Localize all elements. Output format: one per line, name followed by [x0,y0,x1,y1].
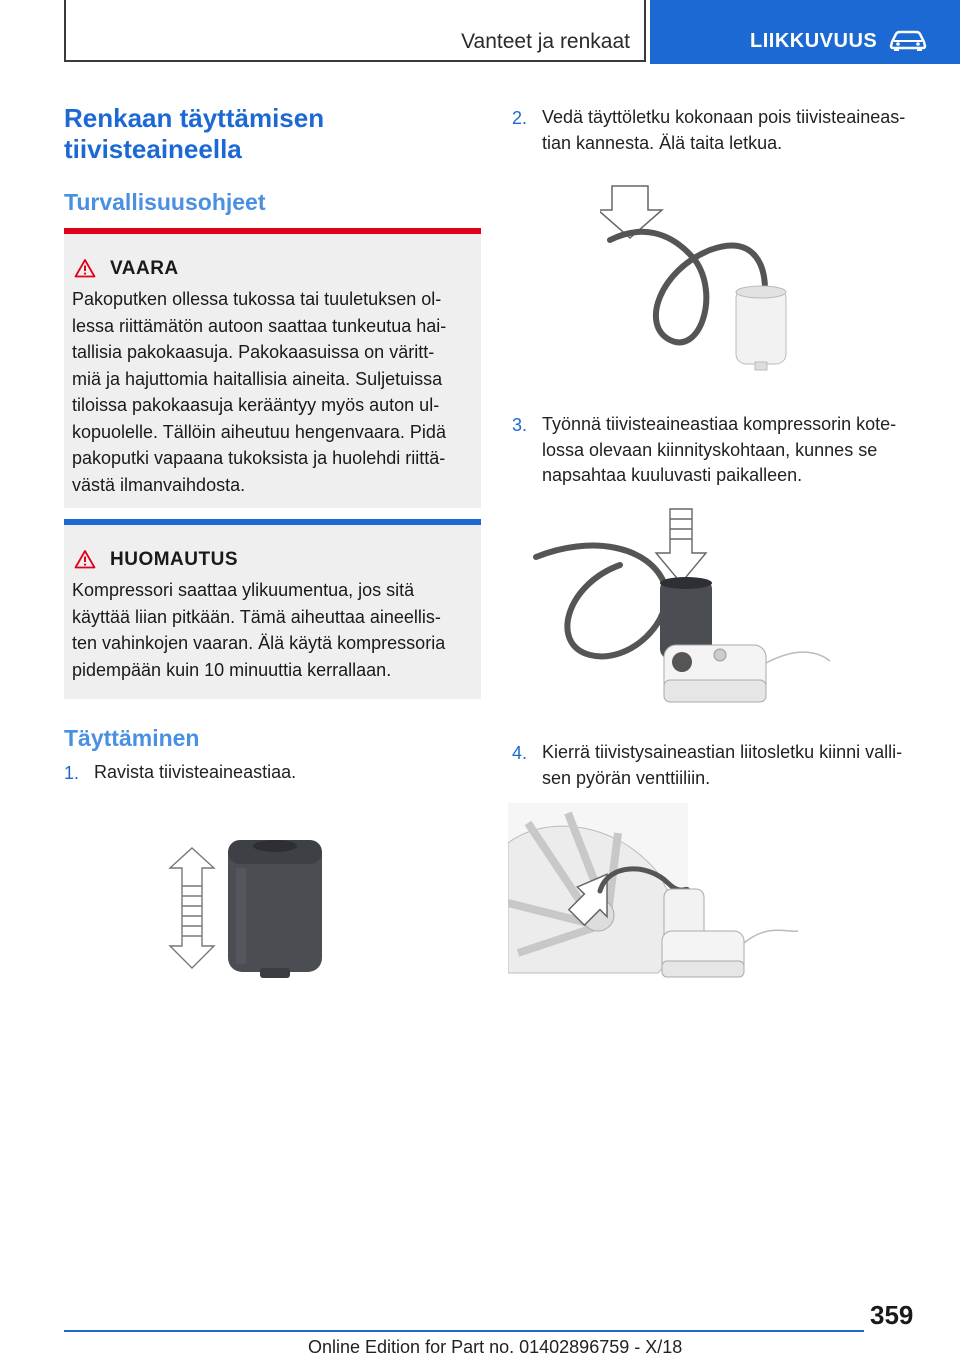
danger-line: tallisia pakokaasuja. Pakokaasuissa on väritt‐ [72,342,435,362]
danger-line: lessa riittämätön autoon saattaa tunkeutua hai‐ [72,315,447,336]
car-icon [888,28,928,52]
page-title-line-1: Renkaan täyttämisen [64,103,325,133]
fill-heading: Täyttäminen [64,725,200,751]
danger-line: kopuolelle. Tällöin aiheutuu hengenvaara. Pidä [72,421,446,442]
notice-title: HUOMAUTUS [110,549,238,570]
danger-bar [64,228,481,234]
notice-line: käyttää liian pitkään. Tämä aiheuttaa aineellis‐ [72,606,441,627]
notice-box [64,519,481,699]
section-tab [64,0,646,62]
chapter-tab [650,0,960,64]
chapter-title: LIIKKUVUUS [750,30,878,52]
step-line: tian kannesta. Älä taita letkua. [542,132,783,153]
step-line: Ravista tiivisteaineastiaa. [94,762,297,782]
danger-title: VAARA [110,258,179,279]
down-arrow-icon [656,509,706,583]
step-text [94,760,296,786]
power-cable [766,652,830,663]
notice-line: ten vahinkojen vaaran. Älä käytä kompressoria [72,633,446,653]
safety-heading: Turvallisuusohjeet [64,189,266,215]
danger-line: västä ilmanvaihdosta. [72,474,246,495]
step-number: 3. [512,415,528,435]
step-line: Työnnä tiivisteaineastiaa kompressorin kote‐ [542,414,897,434]
footer-divider [64,1330,864,1332]
compressor [664,645,766,702]
figure-connect-valve [508,803,808,993]
step-line: Vedä täyttöletku kokonaan pois tiivisteaineas‐ [542,107,906,127]
danger-line: pakoputki vapaana tukoksista ja huolehdi riittä‐ [72,448,446,468]
danger-line: Pakoputken ollessa tukossa tai tuuletuksen ol‐ [72,289,442,309]
step-number: 2. [512,108,528,128]
page-number: 359 [870,1300,914,1330]
page-title-line-2: tiivisteaineella [64,134,242,164]
notice-text [72,577,472,683]
page-title [64,103,324,165]
step-line: lossa olevaan kiinnityskohtaan, kunnes se [542,439,878,460]
sealant-bottle-white [736,286,786,370]
step-line: napsahtaa kuuluvasti paikalleen. [542,465,803,485]
step-line: sen pyörän venttiiliin. [542,767,711,788]
page-header [64,0,960,66]
hose [536,546,666,657]
step-number: 1. [64,763,80,783]
step-number: 4. [512,743,528,763]
danger-box [64,228,481,508]
step-text [542,105,905,156]
notice-bar [64,519,481,525]
step-line: Kierrä tiivistysaineastian liitosletku kiinni valli‐ [542,742,903,762]
notice-line: Kompressori saattaa ylikuumentua, jos sitä [72,580,415,600]
section-title: Vanteet ja renkaat [461,30,630,53]
danger-line: tiloissa pakokaasuja kerääntyy myös auton ul‐ [72,395,440,415]
power-cable [744,930,798,943]
notice-line: pidempään kuin 10 minuuttia kerrallaan. [72,659,392,680]
figure-pull-hose [600,180,800,372]
figure-insert-bottle [530,505,850,715]
step-text [542,412,896,489]
danger-line: miä ja hajuttomia haitallisia aineita. Suljetuissa [72,368,443,389]
figure-shake-bottle [160,828,340,984]
sealant-bottle [228,840,322,978]
edition-footer: Online Edition for Part no. 01402896759 - X/18 [308,1337,683,1357]
step-text [542,740,902,791]
compressor-with-bottle [662,889,744,977]
warning-triangle-icon [74,549,96,569]
double-arrow-icon [170,848,214,968]
danger-text [72,286,472,498]
warning-triangle-icon [74,258,96,278]
